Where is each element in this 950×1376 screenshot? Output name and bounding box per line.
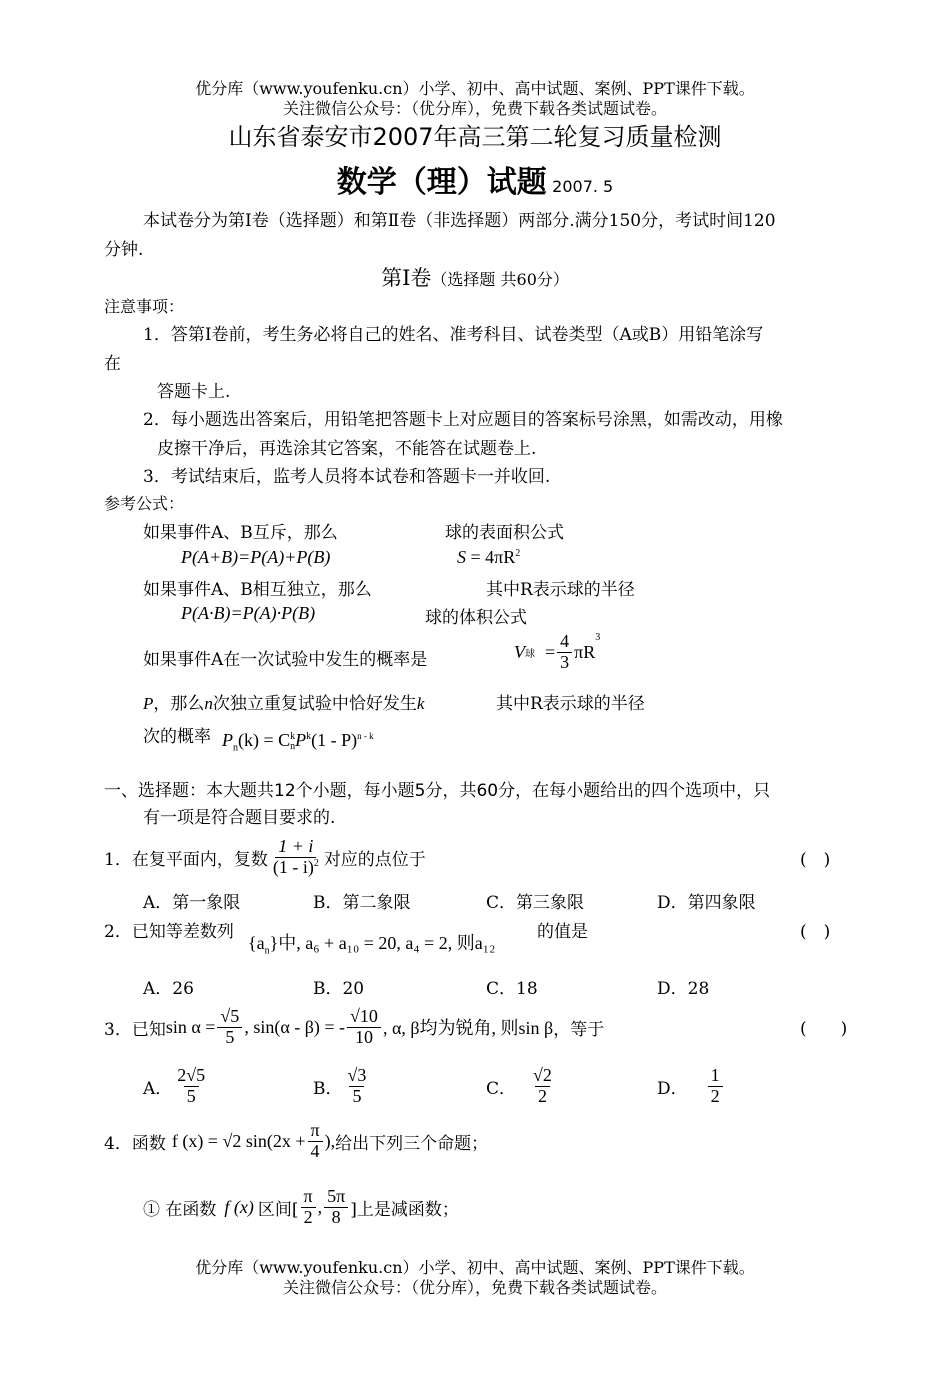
q2-math-a: {a	[248, 933, 265, 953]
q1-option-a[interactable]: A．第一象限	[143, 893, 241, 913]
formula-r2	[457, 547, 520, 568]
formula-r5-frac	[557, 632, 572, 673]
formula-l3: 如果事件A、B相互独立，那么	[143, 580, 372, 600]
subject-name: 数学（理）试题	[336, 165, 547, 200]
part1-title: 第Ⅰ卷	[381, 266, 432, 290]
q3-option-c[interactable]	[486, 1061, 557, 1111]
formula-r5-num: 4	[557, 632, 572, 653]
notice-item-2b: 皮擦干净后，再选涂其它答案，不能答在试题卷上.	[157, 439, 537, 459]
q3-option-c-frac	[530, 1066, 555, 1107]
formula-l2: P(A+B)=P(A)+P(B)	[181, 547, 331, 567]
formula-pn-tail: P	[295, 730, 307, 750]
q2-math	[248, 929, 495, 957]
intro-line-1: 本试卷分为第Ⅰ卷（选择题）和第Ⅱ卷（非选择题）两部分.满分150分，考试时间120	[143, 211, 776, 231]
q3-option-d[interactable]	[657, 1061, 725, 1111]
formula-pn-esup: n - k	[357, 731, 374, 741]
q3-option-b-num: √3	[347, 1064, 367, 1085]
q1-num: 1 + i	[275, 837, 316, 858]
q3-stem	[104, 1000, 604, 1054]
q4-item-1-end: ]上是减函数；	[350, 1199, 459, 1220]
formula-r5-lhs: V	[514, 641, 525, 662]
formula-r5-den: 3	[560, 651, 570, 672]
q4-frac-num: π	[308, 1121, 323, 1142]
notice-item-2a: 2．每小题选出答案后，用铅笔把答题卡上对应题目的答案标号涂黑，如需改动，用橡	[143, 410, 783, 430]
formula-l6-n: n	[204, 694, 213, 713]
q4-frac	[308, 1121, 323, 1162]
q2-tail: 的值是	[537, 922, 588, 942]
formula-r5-rest: πR	[574, 641, 596, 662]
q3-option-b-den: 5	[349, 1086, 364, 1107]
watermark-line-1: 优分库（www.youfenku.cn）小学、初中、高中试题、案例、PPT课件下载。	[195, 79, 755, 98]
part1-heading	[0, 262, 950, 292]
q3-stem-text: 3．已知	[104, 1019, 166, 1040]
formula-pn	[222, 730, 374, 754]
formula-pn-csup: k	[290, 730, 296, 742]
q1-option-b[interactable]: B．第二象限	[313, 893, 411, 913]
q4-item-1-frac-2	[324, 1187, 348, 1228]
q2-option-d[interactable]: D．28	[657, 979, 710, 999]
formula-pn-p: P	[222, 730, 233, 750]
q3-option-b-frac	[345, 1066, 370, 1107]
q3-option-c-den: 2	[535, 1086, 550, 1107]
q3-option-b[interactable]	[313, 1061, 371, 1111]
formula-pn-sub: n	[233, 742, 238, 754]
q3-option-a-frac	[174, 1066, 208, 1107]
formula-r2-rhs: = 4πR	[470, 547, 516, 567]
q3-f2-den: 10	[354, 1026, 373, 1047]
formula-l4: P(A·B)=P(A)·P(B)	[181, 603, 316, 623]
notice-item-1a: 1．答第Ⅰ卷前，考生务必将自己的姓名、准考科目、试卷类型（A或B）用铅笔涂写	[143, 325, 764, 345]
q1-stem-text: 1．在复平面内，复数	[104, 849, 268, 870]
q1-den-exp: 2	[313, 857, 319, 869]
notice-item-1b: 在	[104, 354, 121, 374]
formula-heading: 参考公式：	[104, 494, 185, 513]
q2-option-c[interactable]: C．18	[486, 979, 538, 999]
q4-item-1-f1-den: 2	[303, 1206, 313, 1227]
q3-f2-num: √10	[347, 1007, 381, 1028]
q1-fraction	[270, 837, 322, 878]
q4-math-1: f (x) = √2 sin(2x +	[171, 1130, 306, 1151]
q1-option-c[interactable]: C．第三象限	[486, 893, 585, 913]
q3-frac-1	[217, 1007, 242, 1048]
q4-stem	[104, 1115, 488, 1167]
q1-den: (1 - i)	[272, 856, 314, 877]
q4-frac-den: 4	[310, 1140, 320, 1161]
q3-frac-2	[347, 1007, 381, 1048]
formula-pn-end: (1 - P)	[311, 730, 358, 750]
q4-tail: 给出下列三个命题；	[335, 1133, 489, 1154]
q2-option-b[interactable]: B．20	[313, 979, 365, 999]
exam-date: 2007. 5	[552, 177, 614, 196]
q1-option-d[interactable]: D．第四象限	[657, 893, 756, 913]
q4-item-1	[143, 1181, 459, 1233]
q4-math-2: ),	[324, 1130, 336, 1151]
q4-item-1-f: f (x)	[224, 1196, 254, 1217]
formula-r6: 其中R表示球的半径	[496, 694, 645, 714]
formula-pn-rest: (k) = C	[238, 730, 291, 750]
q3-answer-paren: ( )	[800, 1019, 848, 1039]
formula-l6-d: 次独立重复试验中恰好发生	[212, 694, 417, 714]
q3-sin-alpha: sin α =	[165, 1016, 216, 1037]
q2-math-rest: }中, a₆ + a₁₀ = 20, a₄ = 2, 则a₁₂	[269, 933, 496, 953]
intro-line-2: 分钟.	[104, 240, 144, 260]
q3-option-a-label: A．	[143, 1078, 173, 1099]
formula-r4: 球的体积公式	[425, 608, 527, 628]
notice-heading: 注意事项：	[104, 297, 185, 316]
watermark-bottom-line-2: 关注微信公众号：（优分库），免费下载各类试题试卷。	[282, 1278, 667, 1297]
q4-stem-text: 4．函数	[104, 1133, 166, 1154]
formula-pn-csub: n	[290, 740, 296, 752]
q4-item-1-f1-num: π	[301, 1187, 316, 1208]
formula-l1: 如果事件A、B互斥，那么	[143, 523, 338, 543]
notice-item-3: 3．考试结束后，监考人员将本试卷和答题卡一并收回.	[143, 467, 551, 487]
q3-option-d-num: 1	[708, 1066, 723, 1087]
q3-mid: , sin(α - β) = -	[244, 1016, 346, 1037]
formula-l6-b: ，那么	[153, 694, 205, 714]
formula-l6	[143, 689, 424, 714]
q4-item-1-f2-den: 8	[331, 1206, 341, 1227]
q4-item-1-mid: 区间[	[257, 1199, 299, 1220]
q4-item-1-f2-num: 5π	[324, 1187, 348, 1208]
q3-option-d-label: D．	[657, 1078, 688, 1099]
q1-stem	[104, 831, 426, 883]
q3-option-a-den: 5	[184, 1086, 199, 1107]
formula-r5-sub: 球	[525, 648, 535, 660]
formula-l5: 如果事件A在一次试验中发生的概率是	[143, 650, 428, 670]
q3-tail: ，等于	[553, 1019, 605, 1040]
formula-r2-exp: 2	[515, 548, 521, 559]
formula-r3: 其中R表示球的半径	[486, 580, 635, 600]
q3-option-b-label: B．	[313, 1078, 343, 1099]
watermark-bottom-line-1: 优分库（www.youfenku.cn）小学、初中、高中试题、案例、PPT课件下载。	[195, 1258, 755, 1277]
q3-option-c-label: C．	[486, 1078, 517, 1099]
notice-item-1c: 答题卡上.	[157, 382, 231, 402]
q4-item-1-comma: ,	[317, 1196, 323, 1217]
part1-subtitle: （选择题 共60分）	[431, 270, 569, 289]
q3-option-a-num: 2√5	[177, 1064, 206, 1085]
q3-option-d-den: 2	[710, 1085, 720, 1106]
q2-option-a[interactable]: A．26	[143, 979, 194, 999]
q1-answer-paren: ( )	[800, 850, 831, 870]
q2-math-sub: n	[264, 945, 270, 957]
formula-r5-eq: =	[545, 641, 556, 662]
section1-line-1: 一、选择题：本大题共12个小题，每小题5分，共60分，在每小题给出的四个选项中，只	[104, 781, 771, 801]
formula-r5	[514, 632, 600, 673]
formula-l6-p: P	[143, 694, 154, 713]
q3-f1-den: 5	[225, 1026, 235, 1047]
formula-r5-exp: 3	[595, 632, 601, 643]
formula-r2-lhs: S	[457, 547, 466, 567]
section1-line-2: 有一项是符合题目要求的.	[143, 808, 336, 828]
exam-title: 山东省泰安市2007年高三第二轮复习质量检测	[228, 123, 722, 151]
q2-stem: 2．已知等差数列	[104, 922, 234, 942]
formula-l7: 次的概率	[143, 727, 211, 747]
q3-rest: , α, β均为锐角, 则sin β	[382, 1018, 554, 1038]
formula-l6-k: k	[416, 694, 425, 713]
q1-tail: 对应的点位于	[323, 849, 426, 870]
q3-option-a[interactable]	[143, 1061, 210, 1111]
q2-answer-paren: ( )	[800, 922, 831, 942]
subject-title	[0, 157, 950, 201]
q3-f1-num: √5	[217, 1007, 242, 1028]
q3-option-c-num: √2	[533, 1064, 552, 1085]
q3-option-d-frac	[708, 1066, 723, 1107]
q4-item-1-pre: ① 在函数	[143, 1199, 217, 1220]
formula-pn-tsup: k	[306, 731, 312, 742]
q4-item-1-frac-1	[301, 1187, 316, 1228]
watermark-line-2: 关注微信公众号：（优分库），免费下载各类试题试卷。	[282, 99, 667, 118]
formula-r1: 球的表面积公式	[445, 523, 564, 543]
